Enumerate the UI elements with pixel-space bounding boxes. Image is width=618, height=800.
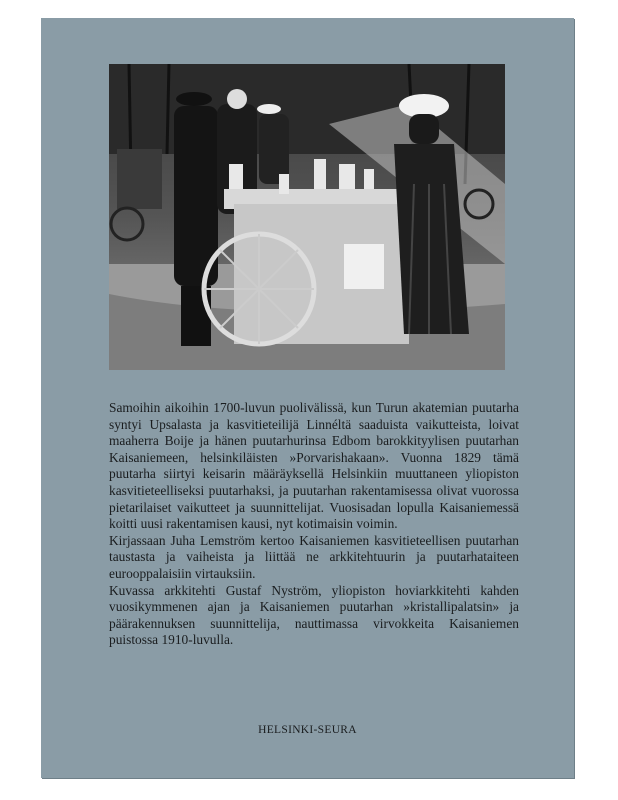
publisher-name: HELSINKI-SEURA [258,724,357,736]
back-cover-blurb [109,400,519,649]
blurb-paragraph-book: Kirjassaan Juha Lemström kertoo Kaisaniemen kasvitieteellisen puutarhan taustasta ja vaiheista ja liittää ne arkkitehtuurin ja puutarhataiteen eurooppalaisiin virtauksiin. [109,532,519,581]
book-back-cover [41,18,574,778]
blurb-paragraph-caption: Kuvassa arkkitehti Gustaf Nyström, yliopiston hoviarkkitehti kahden vuosikymmenen ajan ja Kaisaniemen puutarhan »kristallipalatsin» ja päärakennuksen suunnittelija, nauttimassa virvokkeita Kaisaniemen puistossa 1910-luvulla. [109,582,519,648]
blurb-paragraph-history: Samoihin aikoihin 1700-luvun puolivälissä, kun Turun akatemian puutarha syntyi Upsalasta ja kasvitieteilijä Linnéltä saaduista vaikutteista, loivat maaherra Boije ja hänen puutarhurinsa Edbom barokkityylisen puutarhan Kaisaniemeen, helsinkiläisten »Porvarishakaan». Vuonna 1829 tämä puutarha siirtyi keisarin määräyksellä Helsinkiin muuttaneen yliopiston kasvitieteelliseksi puutarhaksi, ja puutarhan rakentamisessa olivat vuorossa pietarilaiset vaikutteet ja suunnittelijat. Vuosisadan lopulla Kaisaniemessä koitti uusi rakentamisen kausi, nyt kotimaisin voimin. [109,400,519,532]
photo-image-icon [109,64,505,370]
cover-photo [109,64,505,370]
